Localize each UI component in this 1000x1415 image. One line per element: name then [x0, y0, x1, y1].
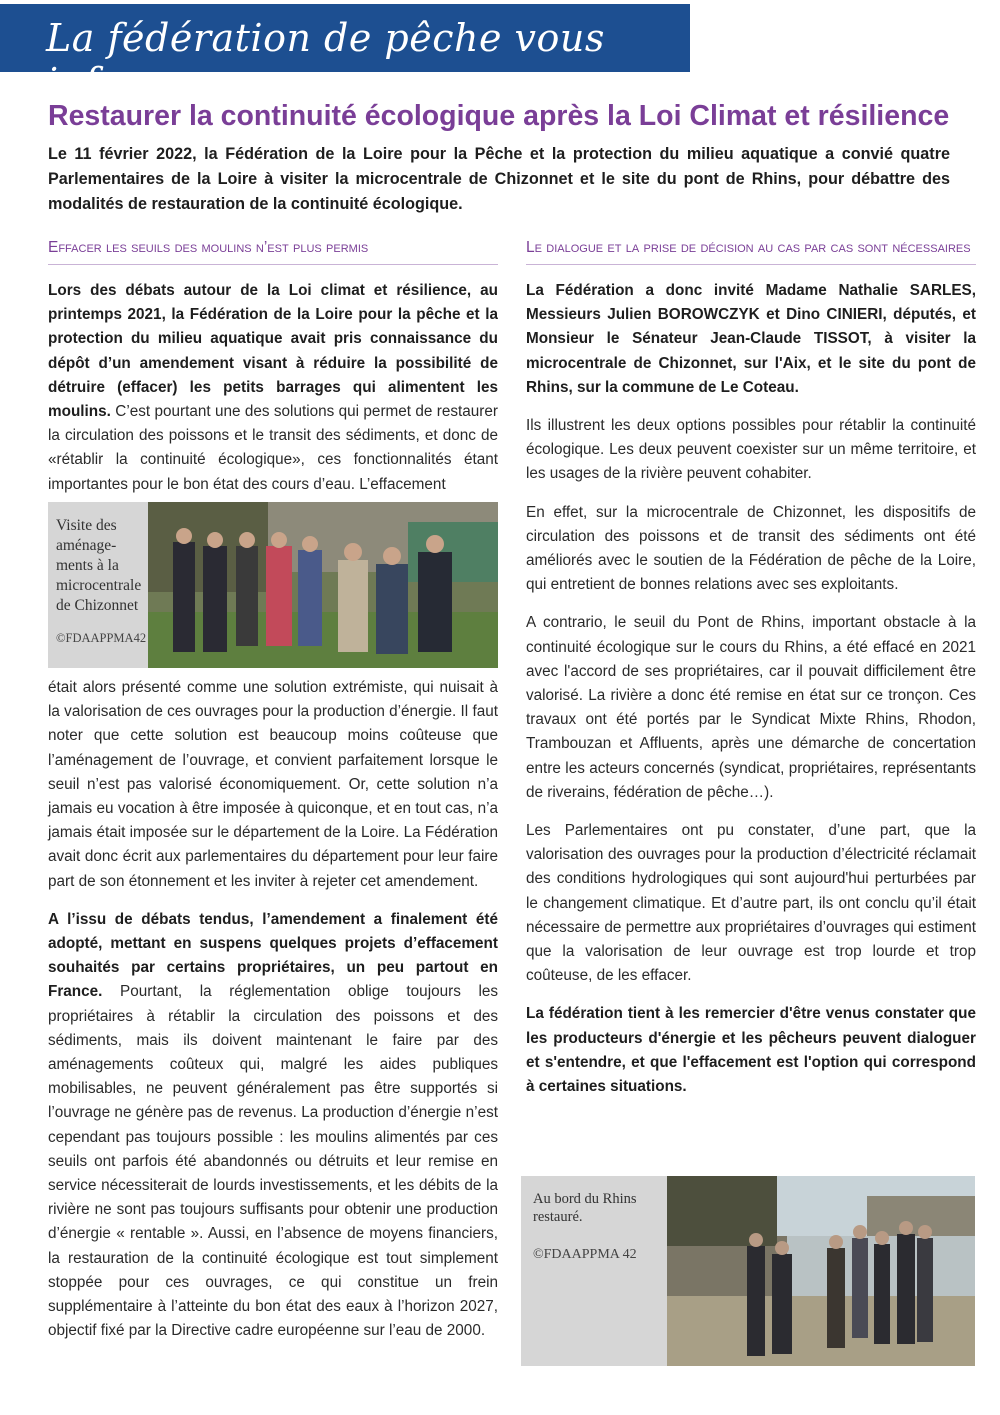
left-paragraph-2-text: Pourtant, la réglementation oblige toujours les propriétaires à rétablir la circulation des poissons et des sédiments, mais ils doivent maintenant le faire par des aménagements coûteux qui, malgré les aides publiques mobilisables, ne peuvent généralement pas être supportés si l’ouvrage ne génère pas de revenus. La production d’énergie n’est cependant pas toujours possible : les moulins alimentés par ces seuils ont parfois été abandonnés ou détruits et leur remise en service nécessiterait de lourds investissements, et les débits de la rivière ne sont pas toujours suffisants pour obtenir une production d’énergie « rentable ». Aussi, en l’absence de moyens financiers, la restauration de la continuité écologique est tout simplement stoppée pour ces ouvrages, ce qui constitue un frein supplémentaire à l’atteinte du bon état des eaux à l’horizon 2027, objectif fixé par la Directive cadre européenne sur l’eau de 2000. [48, 983, 499, 1340]
left-paragraph-1-text: C’est pourtant une des solutions qui permet de restaurer la circulation des poissons et le transit des sédiments, et donc de «rétablir la continuité écologique», ces fonctionnalités étant importantes pour le bon état des cours d’eau. L’effacement [48, 403, 498, 493]
right-paragraph-6-bold: La fédération tient à les remercier d'être venus constater que les producteurs d'énergie et les pêcheurs peuvent dialoguer et s'entendre, et que l'effacement est l'option qui correspond à certaines situations. [526, 1005, 976, 1096]
left-section-heading: Effacer les seuils des moulins n’est plus permis [48, 236, 498, 265]
photo-river-rhins-image [667, 1176, 975, 1366]
right-section-heading: Le dialogue et la prise de décision au cas par cas sont nécessaires [526, 236, 976, 265]
article-intro: Le 11 février 2022, la Fédération de la Loire pour la Pêche et la protection du milieu aquatique a convié quatre Parlementaires de la Loire à visiter la microcentrale de Chizonnet et le site du pont de Rhins, pour débattre des modalités de restauration de la continuité écologique. [48, 145, 950, 213]
left-paragraph-1-continued: était alors présenté comme une solution extrémiste, qui nuisait à la valorisation de ces ouvrages pour la production d’énergie. Il faut noter que cette solution est beaucoup moins coûteuse que l’aménagement de l’ouvrage, et convient parfaitement lorsque le seuil n’est pas valorisé économiquement. Or, cette solution n’a jamais eu vocation à être imposée à quiconque, et en tout cas, n’a jamais était imposée sur le département de la Loire. La Fédération avait donc écrit aux parlementaires du département pour leur faire part de son étonnement et les inviter à rejeter cet amendement. [48, 679, 498, 890]
left-paragraph-1 [48, 279, 498, 527]
figure-rhins-caption: Au bord du Rhins restauré. [533, 1191, 637, 1225]
header-banner [0, 4, 690, 104]
left-paragraph-1-bold: Lors des débats autour de la Loi climat et résilience, au printemps 2021, la Fédération de la Loire pour la pêche et la protection du milieu aquatique avait pris connaissance du dépôt d’un amendement visant à réduire la possibilité de détruire (effacer) les petits barrages qui alimentent les moulins. [48, 282, 498, 421]
right-paragraph-5: Les Parlementaires ont pu constater, d’une part, que la valorisation des ouvrages pour la production d’électricité réclamait des conditions hydrologiques qui sont aujourd'hui perturbées par le changement climatique. Et d’autre part, ils ont conclu qu’il était nécessaire de permettre aux propriétaires d’ouvrages qui estiment que la valorisation de leur ouvrage est trop lourde et trop coûteuse, de les effacer. [526, 822, 976, 985]
right-paragraph-4: A contrario, le seuil du Pont de Rhins, important obstacle à la continuité écologique sur le cours du Rhins, a été effacé en 2021 avec l'accord de ses propriétaires, car il pouvait difficilement être valorisé. La rivière a donc été remise en état sur ce tronçon. Ces travaux ont été portés par le Syndicat Mixte Rhins, Rhodon, Trambouzan et Affluents, après une démarche de concertation entre les acteurs concernés (syndicat, propriétaires, représentants de riverains, fédération de pêche…). [526, 614, 976, 801]
left-paragraph-2-bold: A l’issu de débats tendus, l’amendement a finalement été adopté, mettant en suspens quelques projets d’effacement souhaités par certains propriétaires, un peu partout en France. [48, 910, 498, 1001]
figure-chizonnet-credit: ©FDAAPPMA42 [56, 631, 147, 645]
figure-chizonnet-caption: Visite des aménage-ments à la microcentrale de Chizonnet [56, 517, 142, 614]
right-paragraph-3: En effet, sur la microcentrale de Chizonnet, les dispositifs de circulation des poissons et de transit des sédiments ont été améliorés avec le soutien de la Fédération de pêche de la Loire, qui entretient de bonnes relations avec ses exploitants. [526, 503, 976, 594]
right-paragraph-1 [526, 279, 976, 400]
left-column-continued [48, 676, 498, 1343]
right-column [526, 236, 976, 1099]
left-column [48, 236, 498, 527]
figure-rhins [521, 1176, 975, 1366]
figure-chizonnet [48, 502, 498, 668]
banner-title: La fédération de pêche vous informe [46, 16, 605, 104]
figure-chizonnet-caption-box [48, 502, 148, 668]
photo-group-visit-image [148, 502, 498, 668]
left-paragraph-2 [48, 908, 498, 1344]
figure-rhins-caption-box [521, 1176, 667, 1366]
right-paragraph-6 [526, 1002, 976, 1099]
photo-group-visit [148, 502, 498, 668]
right-paragraph-1-bold: La Fédération a donc invité Madame Nathalie SARLES, Messieurs Julien BOROWCZYK et Dino CINIERI, députés, et Monsieur le Sénateur Jean-Claude TISSOT, à visiter la microcentrale de Chizonnet, sur l'Aix, et le site du pont de Rhins, sur la commune de Le Coteau. [526, 282, 976, 396]
right-paragraph-2: Ils illustrent les deux options possibles pour rétablir la continuité écologique. Les deux peuvent coexister sur un même territoire, et les usages de la rivière peuvent cohabiter. [526, 417, 976, 483]
article-title: Restaurer la continuité écologique après la Loi Climat et résilience [48, 100, 950, 132]
photo-river-rhins [667, 1176, 975, 1366]
figure-rhins-credit: ©FDAAPPMA 42 [533, 1247, 637, 1262]
